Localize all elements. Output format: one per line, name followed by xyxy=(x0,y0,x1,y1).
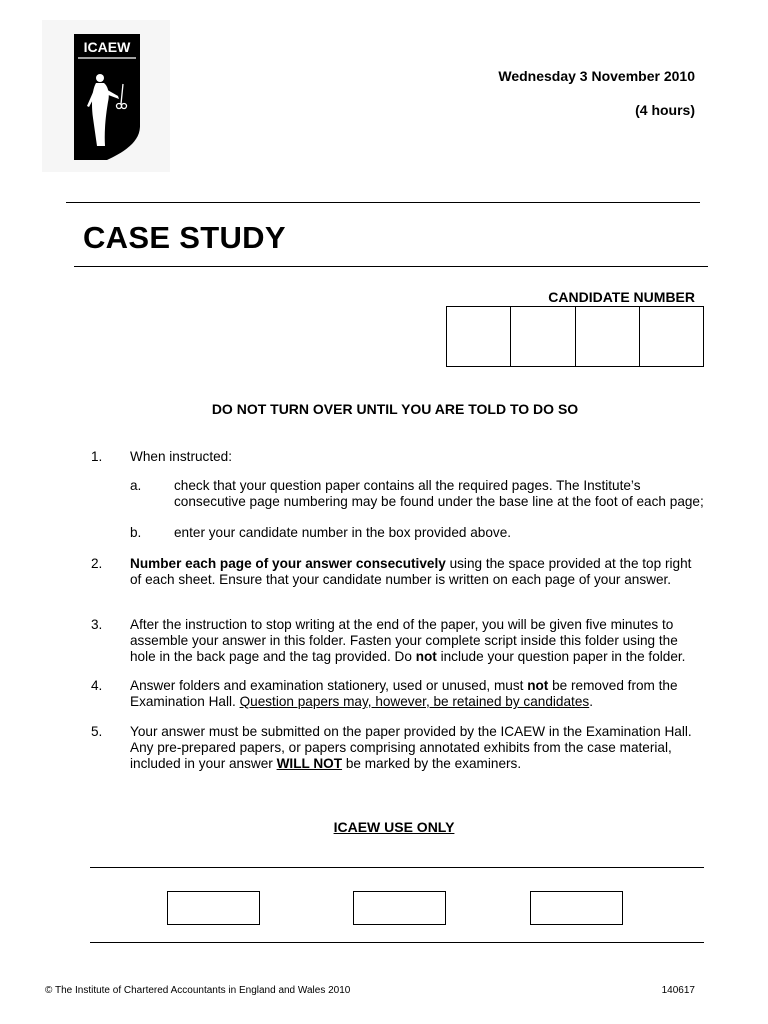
instruction-3-body-2: include your question paper in the folder. xyxy=(436,649,686,664)
page-title: CASE STUDY xyxy=(83,220,286,255)
use-only-top-rule xyxy=(90,867,704,868)
instruction-1-number: 1. xyxy=(91,449,103,464)
use-only-bottom-rule xyxy=(90,942,704,943)
instruction-5-body-1: Your answer must be submitted on the paper provided by the ICAEW in the Examination Hall. Any pre-prepared papers, or papers comprising annotated exhibits from the case material, included in your answer xyxy=(130,724,692,771)
title-rule xyxy=(74,266,708,267)
copyright-notice: © The Institute of Chartered Accountants in England and Wales 2010 xyxy=(45,985,351,996)
instruction-1b-text: enter your candidate number in the box provided above. xyxy=(174,525,512,540)
top-rule xyxy=(66,202,700,203)
instruction-4-number: 4. xyxy=(91,678,103,693)
candidate-number-box-4[interactable] xyxy=(640,307,703,366)
do-not-turn-over-warning: DO NOT TURN OVER UNTIL YOU ARE TOLD TO DO SO xyxy=(211,401,579,417)
exam-duration: (4 hours) xyxy=(635,102,695,118)
instruction-2-text xyxy=(130,556,700,588)
candidate-number-box-3[interactable] xyxy=(576,307,640,366)
instruction-1a-text: check that your question paper contains all the required pages. The Institute’s consecutive page numbering may be found under the base line at the foot of each page; xyxy=(174,478,704,509)
instruction-1b-letter: b. xyxy=(130,525,142,540)
exam-date: Wednesday 3 November 2010 xyxy=(498,68,695,84)
instruction-5-body-2: be marked by the examiners. xyxy=(342,756,522,771)
instruction-2-body: using the space provided at the top right of each sheet. Ensure that your candidate number is written on each page of your answer. xyxy=(130,556,692,587)
instruction-4-text xyxy=(130,678,700,710)
instruction-1-text: When instructed: xyxy=(130,449,232,464)
candidate-number-box-2[interactable] xyxy=(511,307,575,366)
instruction-2-bold: Number each page of your answer consecutively xyxy=(130,556,446,571)
icaew-use-box-2[interactable] xyxy=(353,891,446,925)
instruction-5-number: 5. xyxy=(91,724,103,739)
instruction-3-number: 3. xyxy=(91,617,103,632)
instruction-3-text xyxy=(130,617,700,665)
page-code: 140617 xyxy=(661,985,695,996)
candidate-number-label: CANDIDATE NUMBER xyxy=(548,289,695,305)
candidate-number-boxes xyxy=(446,306,704,367)
instruction-4-body-3: . xyxy=(589,694,593,709)
candidate-number-box-1[interactable] xyxy=(447,307,511,366)
instruction-3-bold: not xyxy=(415,649,437,664)
instruction-2-number: 2. xyxy=(91,556,103,571)
instruction-3-body-1: After the instruction to stop writing at the end of the paper, you will be given five minutes to assemble your answer in this folder. Fasten your complete script inside this folder using the hole in the back page and the tag provided. Do xyxy=(130,617,678,664)
instruction-5-will-not: WILL NOT xyxy=(276,756,343,771)
icaew-use-only-heading: ICAEW USE ONLY xyxy=(333,819,455,835)
instruction-4-body-2: be removed from the Examination Hall. xyxy=(130,678,678,709)
instruction-4-bold: not xyxy=(527,678,549,693)
instruction-5-text xyxy=(130,724,700,772)
icaew-use-box-3[interactable] xyxy=(530,891,623,925)
logo-text: ICAEW xyxy=(83,39,131,55)
instruction-4-underlined: Question papers may, however, be retained by candidates xyxy=(239,694,590,709)
icaew-logo xyxy=(74,34,140,160)
instruction-4-body-1: Answer folders and examination stationery, used or unused, must xyxy=(130,678,528,693)
instruction-1a-letter: a. xyxy=(130,478,142,493)
icaew-use-box-1[interactable] xyxy=(167,891,260,925)
